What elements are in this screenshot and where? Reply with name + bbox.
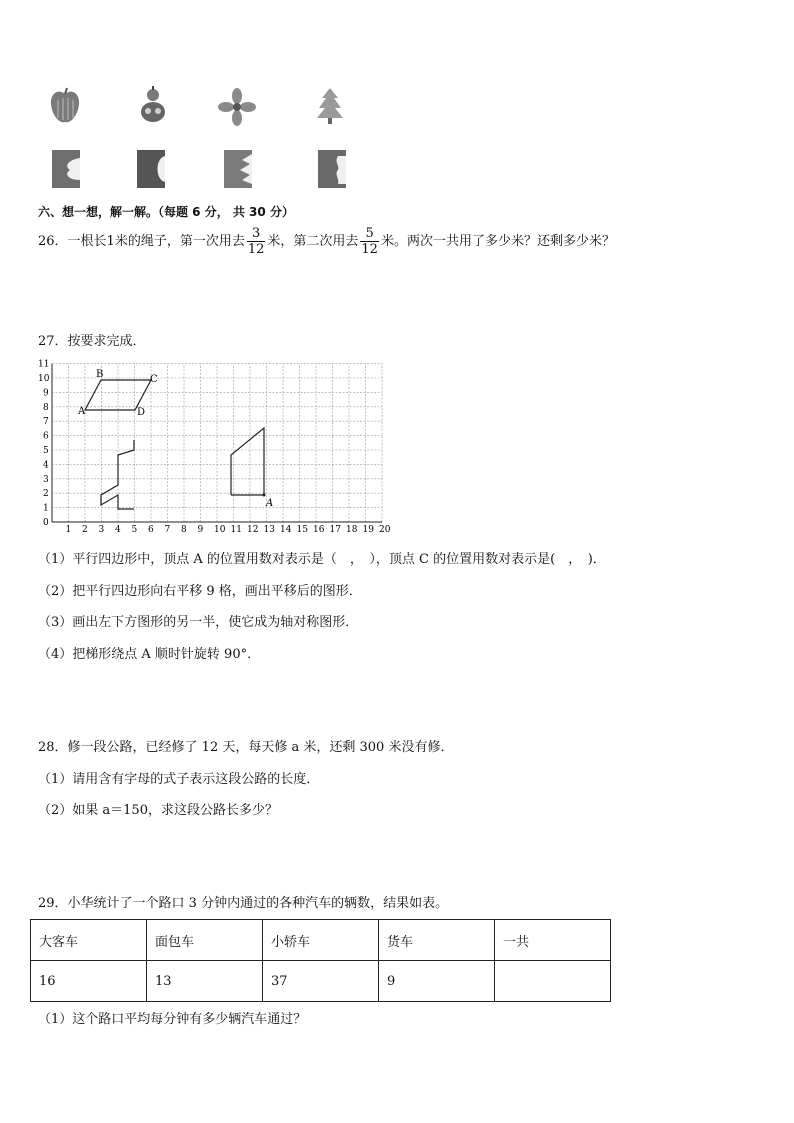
point-label-a-trapezoid: A [266,498,274,509]
x-tick-label: 19 [362,525,374,535]
x-tick-label: 10 [214,525,226,535]
q26-frac1-denominator: 12 [247,242,265,257]
q26-prefix: 26．一根长1米的绳子，第一次用去 [38,234,245,249]
table-cell: 9 [379,961,495,1002]
question-27-sub-1: （1）平行四边形中，顶点 A 的位置用数对表示是（ ， ），顶点 C 的位置用数对表示是( ， )． [38,552,606,567]
cutout-shape-3-image [222,148,256,190]
x-tick-label: 18 [346,525,358,535]
x-tick-label: 8 [181,525,187,535]
table-cell: 13 [147,961,263,1002]
cutout-shape-2-image [135,148,169,190]
q26-suffix: 米。两次一共用了多少米？还剩多少米？ [380,234,615,249]
table-header-row [31,920,611,961]
x-tick-label: 3 [98,525,105,535]
question-28-title: 28．修一段公路，已经修了 12 天，每天修 a 米，还剩 300 米没有修． [38,740,454,755]
grid-axis-labels [38,360,391,535]
x-tick-label: 12 [247,525,259,535]
cutout-shape-1-image [50,148,84,190]
x-tick-label: 11 [230,525,242,535]
x-tick-label: 15 [296,525,308,535]
question-27-title: 27．按要求完成． [38,334,146,349]
question-27-sub-3: （3）画出左下方图形的另一半，使它成为轴对称图形． [38,615,359,630]
x-tick-label: 7 [164,525,171,535]
table-header-cell: 一共 [495,920,611,961]
question-29-sub-1: （1）这个路口平均每分钟有多少辆汽车通过？ [38,1012,307,1027]
question-28-sub-1: （1）请用含有字母的式子表示这段公路的长度． [38,772,320,787]
y-tick-label: 11 [38,359,50,370]
x-tick-label: 13 [263,525,275,535]
q26-mid: 米，第二次用去 [267,234,359,249]
question-28-sub-2: （2）如果 a＝150，求这段公路长多少？ [38,803,278,818]
half-symmetric-figure [101,440,134,509]
q26-frac2-denominator: 12 [361,242,378,257]
table-header-cell: 小轿车 [263,920,379,961]
y-tick-label: 5 [43,446,49,456]
table-header-cell: 面包车 [147,920,263,961]
vehicle-count-table [30,919,611,1002]
point-label-a: A [78,406,86,417]
question-26 [38,226,615,257]
question-27-sub-2: （2）把平行四边形向右平移 9 格，画出平移后的图形． [38,584,362,599]
table-cell [495,961,611,1002]
q26-fraction-2 [360,226,379,257]
x-tick-label: 2 [82,525,88,535]
coordinate-grid [36,359,391,536]
point-label-d: D [137,407,146,418]
table-cell: 37 [263,961,379,1002]
q26-frac2-numerator: 5 [360,226,379,242]
point-label-c: C [150,374,158,385]
table-cell: 16 [31,961,147,1002]
flower-shape-image [220,86,254,128]
gourd-shape-image [136,84,170,126]
table-row [31,961,611,1002]
table-header-cell: 大客车 [31,920,147,961]
x-tick-label: 1 [65,525,72,535]
y-tick-label: 6 [43,431,49,442]
apple-shape-image [48,86,82,128]
question-29-title: 29．小华统计了一个路口 3 分钟内通过的各种汽车的辆数，结果如表。 [38,896,449,911]
y-tick-label: 4 [43,460,49,471]
x-tick-label: 14 [280,525,292,535]
y-tick-label: 2 [43,489,49,500]
x-tick-label: 20 [379,525,391,535]
section-heading: 六、想一想，解一解。（每题 6 分， 共 30 分） [38,205,294,219]
trapezoid-point-a-marker [263,494,266,497]
y-tick-label: 7 [43,417,49,428]
x-tick-label: 16 [313,525,325,535]
table-header-cell: 货车 [379,920,495,961]
y-tick-label: 3 [43,474,49,485]
question-27-sub-4: （4）把梯形绕点 A 顺时针旋转 90°． [38,647,261,662]
y-tick-label: 9 [43,388,49,399]
q26-frac1-numerator: 3 [247,226,266,242]
q26-fraction-1 [247,226,266,257]
y-tick-label: 0 [43,518,49,528]
tree-shape-image [313,86,347,128]
x-tick-label: 5 [131,525,138,535]
x-tick-label: 9 [197,525,204,535]
point-label-b: B [96,369,104,380]
x-tick-label: 17 [329,525,341,535]
trapezoid-figure [231,428,264,495]
y-tick-label: 10 [38,374,50,384]
y-tick-label: 1 [43,503,49,514]
x-tick-label: 4 [115,525,121,535]
cutout-shape-4-image [316,148,350,190]
x-tick-label: 6 [148,525,154,535]
y-tick-label: 8 [43,402,49,413]
